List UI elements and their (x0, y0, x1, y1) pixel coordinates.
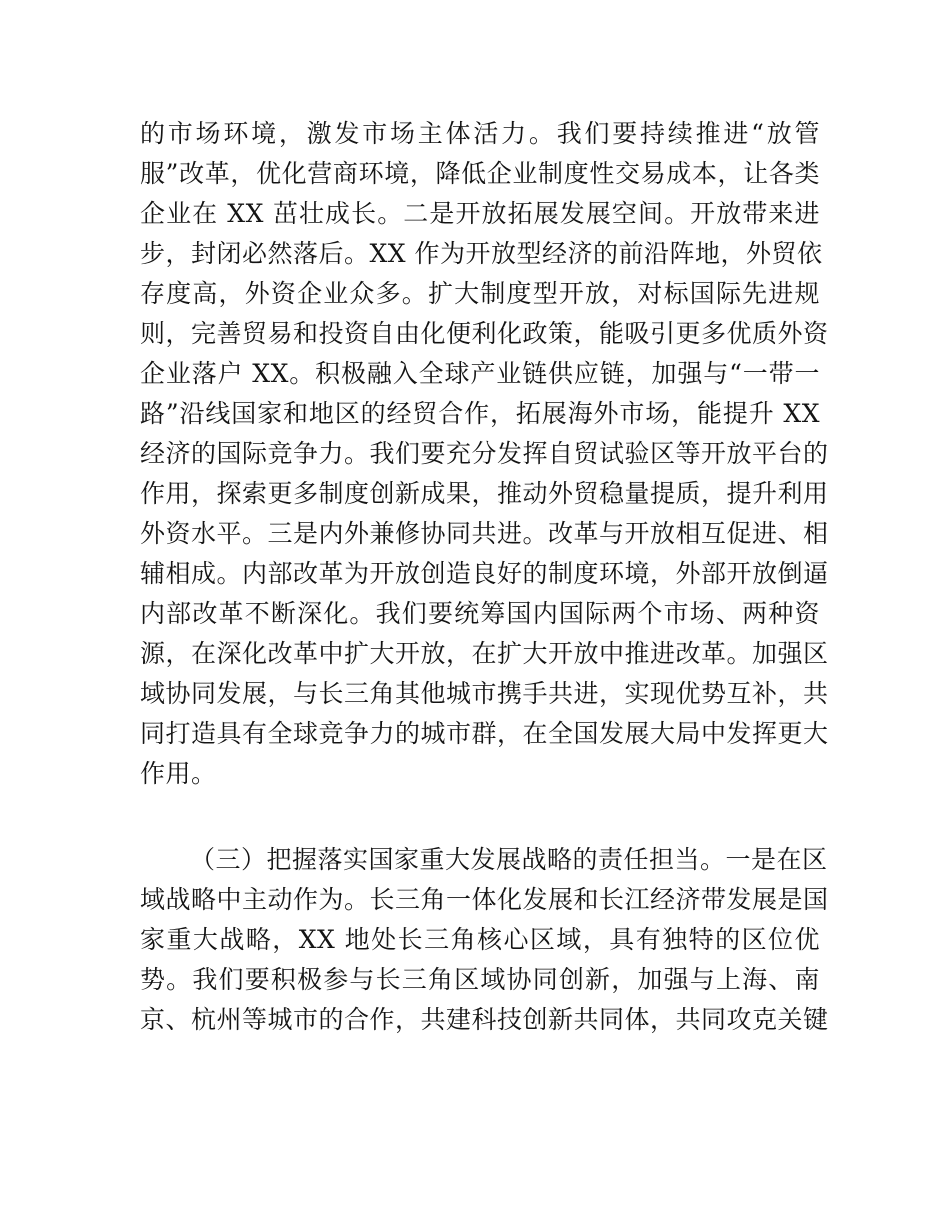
text-line: 源，在深化改革中扩大开放，在扩大开放中推进改革。加强区 (140, 639, 829, 668)
paragraph-market-opening (140, 114, 829, 794)
text-line: 势。我们要积极参与长三角区域协同创新，加强与上海、南 (140, 965, 820, 994)
text-line: 辅相成。内部改革为开放创造良好的制度环境，外部开放倒逼 (140, 559, 829, 588)
text-line: 则，完善贸易和投资自由化便利化政策，能吸引更多优质外资 (140, 319, 829, 348)
section-heading-line: （三）把握落实国家重大发展战略的责任担当。一是在区 (190, 845, 828, 874)
text-line: 域战略中主动作为。长三角一体化发展和长江经济带发展是国 (140, 885, 829, 914)
text-line: 路”沿线国家和地区的经贸合作，拓展海外市场，能提升 XX (140, 399, 820, 428)
text-line: 服”改革，优化营商环境，降低企业制度性交易成本，让各类 (140, 159, 820, 188)
text-line: 内部改革不断深化。我们要统筹国内国际两个市场、两种资 (140, 599, 820, 628)
text-line: 作用。 (140, 759, 217, 788)
text-line: 步，封闭必然落后。XX 作为开放型经济的前沿阵地，外贸依 (140, 239, 823, 268)
text-line: 同打造具有全球竞争力的城市群，在全国发展大局中发挥更大 (140, 719, 829, 748)
paragraph-national-strategy (140, 840, 829, 1040)
text-line: 作用，探索更多制度创新成果，推动外贸稳量提质，提升利用 (140, 479, 829, 508)
text-line: 企业落户 XX。积极融入全球产业链供应链，加强与“一带一 (140, 359, 820, 388)
text-line: 京、杭州等城市的合作，共建科技创新共同体，共同攻克关键 (140, 1005, 829, 1034)
text-line: 企业在 XX 茁壮成长。二是开放拓展发展空间。开放带来进 (140, 199, 820, 228)
text-line: 的市场环境，激发市场主体活力。我们要持续推进“放管 (140, 119, 820, 148)
text-line: 存度高，外资企业众多。扩大制度型开放，对标国际先进规 (140, 279, 820, 308)
text-line: 家重大战略，XX 地处长三角核心区域，具有独特的区位优 (140, 925, 820, 954)
text-line: 经济的国际竞争力。我们要充分发挥自贸试验区等开放平台的 (140, 439, 829, 468)
text-line: 域协同发展，与长三角其他城市携手共进，实现优势互补，共 (140, 679, 829, 708)
text-line: 外资水平。三是内外兼修协同共进。改革与开放相互促进、相 (140, 519, 829, 548)
